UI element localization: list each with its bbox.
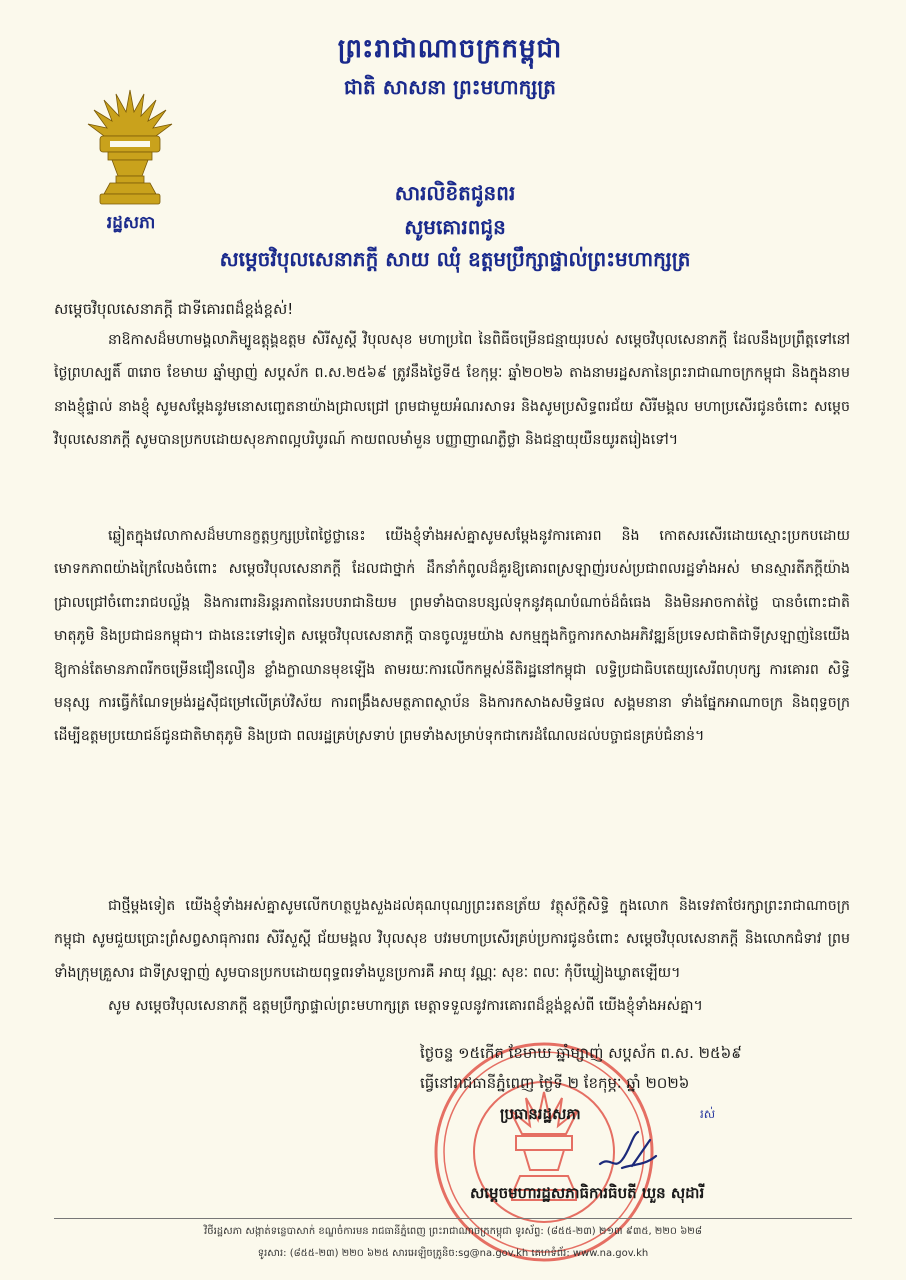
- footer-contact: ទូរសារ: (៨៥៥-២៣) ២២០ ៦២៥ សារអេឡិចត្រូនិច:sg@na.gov.kh គេហទំព័រ: www.na.gov.kh: [257, 1248, 649, 1259]
- handwritten-signature-icon: [592, 1126, 662, 1176]
- letter-addressee: សម្ដេចវិបុលសេនាភក្ដី សាយ ឈុំ ឧត្តមប្រឹក្សាផ្ទាល់ព្រះមហាក្សត្រ: [219, 247, 691, 271]
- signer-name: សម្ដេចមហារដ្ឋសភាធិការធិបតី ឃួន សុដារី: [470, 1184, 705, 1202]
- footer-divider: [54, 1218, 852, 1219]
- signer-initials: រស់: [700, 1107, 716, 1121]
- paragraph-3: ជាថ្មីម្ដងទៀត យើងខ្ញុំទាំងអស់គ្នាសូមលើកហត្ថបួងសួងដល់គុណបុណ្យព្រះរតនត្រ័យ វត្ថុស័ក្តិសិទ្ធិ ក្នុងលោក និងទេវតាថែរក្សាព្រះរាជាណាចក្រកម្ពុជា សូមជួយប្រោះព្រំសព្វសាធុការពរ សិរីសួស្ដី ជ័យមង្គល វិបុលសុខ បវរមហាប្រសើរគ្រប់ប្រការជូនចំពោះ សម្ដេចវិបុលសេនាភក្ដី និងលោកជំទាវ ព្រមទាំងក្រុមគ្រួសារ ជាទីស្រឡាញ់ សូមបានប្រកបដោយពុទ្ធពរទាំងបួនប្រការគឺ អាយុ វណ្ណៈ សុខៈ ពលៈ កុំបីឃ្លៀងឃ្លាតឡើយ។: [54, 898, 850, 981]
- salutation: សម្ដេចវិបុលសេនាភក្ដី ជាទីគោរពដ៏ខ្ពង់ខ្ពស់!: [54, 300, 294, 318]
- paragraph-2: ឆ្លៀតក្នុងវេលាកាសដ៏មហានក្ខត្តឫក្សប្រពៃថ្ងៃថ្លានេះ យើងខ្ញុំទាំងអស់គ្នាសូមសម្ដែងនូវការគោរព និង កោតសរសើរដោយស្មោះប្រកបដោយមោទកភាពយ៉ាងក្រៃលែងចំពោះ សម្ដេចវិបុលសេនាភក្ដី ដែលជាថ្នាក់ ដឹកនាំកំពូលដ៏គួរឱ្យគោរពស្រឡាញ់របស់ប្រជាពលរដ្ឋទាំងអស់ មានស្មារតីភក្ដីយ៉ាងជ្រាលជ្រៅចំពោះរាជបល្ល័ង្ក និងការពារនិរន្តរភាពនៃរបបរាជានិយម ព្រមទាំងបានបន្សល់ទុកនូវគុណបំណាច់ដ៏ធំធេង និងមិនអាចកាត់ថ្លៃ បានចំពោះជាតិ មាតុភូមិ និងប្រជាជនកម្ពុជា។ ជាងនេះទៅទៀត សម្ដេចវិបុលសេនាភក្ដី បានចូលរួមយ៉ាង សកម្មក្នុងកិច្ចការកសាងអភិវឌ្ឍន៍ប្រទេសជាតិជាទីស្រឡាញ់នៃយើង ឱ្យកាន់តែមានភាពរីកចម្រើនជឿនលឿន ខ្លាំងក្លាឈានមុខឡើង តាមរយៈការលើកកម្ពស់នីតិរដ្ឋនៅកម្ពុជា លទ្ធិប្រជាធិបតេយ្យសេរីពហុបក្ស ការគោរព សិទ្ធិមនុស្ស ការធ្វើកំណែទម្រង់រដ្ឋស៊ីជម្រៅលើគ្រប់វិស័យ ការពង្រឹងសមត្ថភាពស្ថាប័ន និងការកសាងសមិទ្ធផល សង្គមនានា ទាំងផ្នែកអាណាចក្រ និងពុទ្ធចក្រ ដើម្បីឧត្ដមប្រយោជន៍ជូនជាតិមាតុភូមិ និងប្រជា ពលរដ្ឋគ្រប់ស្រទាប់ ព្រមទាំងសម្រាប់ទុកជាកេរដំណែលដល់បច្ចាជនគ្រប់ជំនាន់។: [54, 528, 850, 745]
- lunar-date: ថ្ងៃចន្ទ ១៥កើត ខែមាឃ ឆ្នាំម្សាញ់ សប្តស័ក ព.ស. ២៥៦៩: [420, 1044, 742, 1062]
- national-motto: ជាតិ សាសនា ព្រះមហាក្សត្រ: [344, 75, 556, 99]
- letter-addressee-intro: សូមគោរពជូន: [404, 215, 506, 239]
- paragraph-4: សូម សម្ដេចវិបុលសេនាភក្ដី ឧត្តមប្រឹក្សាផ្ទាល់ព្រះមហាក្សត្រ មេត្តាទទួលនូវការគោរពដ៏ខ្ពង់ខ្ពស់ពី យើងខ្ញុំទាំងអស់គ្នា។: [108, 998, 703, 1014]
- paragraph-1: នាឱកាសដ៏មហាមង្គលាភិម្បូឧត្តុង្គឧត្ដម សិរីសួស្ដី វិបុលសុខ មហាប្រពៃ នៃពិធីចម្រើនជន្មាយុរបស់ សម្ដេចវិបុលសេនាភក្ដី ដែលនឹងប្រព្រឹត្តទៅនៅថ្ងៃព្រហស្បតិ៍ ៣រោច ខែមាឃ ឆ្នាំម្សាញ់ សប្តស័ក ព.ស.២៥៦៩ ត្រូវនឹងថ្ងៃទី៥ ខែកុម្ភៈ ឆ្នាំ២០២៦ តាងនាមរដ្ឋសភានៃព្រះរាជាណាចក្រកម្ពុជា និងក្នុងនាមនាងខ្ញុំផ្ទាល់ នាងខ្ញុំ សូមសម្ដែងនូវមនោសញ្ចេតនាយ៉ាងជ្រាលជ្រៅ ព្រមជាមួយអំណរសាទរ និងសូមប្រសិទ្ធពរជ័យ សិរីមង្គល មហាប្រសើរជូនចំពោះ សម្ដេចវិបុលសេនាភក្ដី សូមបានប្រកបដោយសុខភាពល្អបរិបូរណ៍ កាយពលមាំមួន បញ្ញាញាណភ្លឺថ្លា និងជន្មាយុយឺនយូរតរៀងទៅ។: [54, 332, 850, 449]
- footer-address: វិថីរដ្ឋសភា សង្កាត់ទន្លេបាសាក់ ខណ្ឌចំការមន រាជធានីភ្នំពេញ ព្រះរាជាណាចក្រកម្ពុជា ទូរស័ព្ទ: (៨៥៥-២៣) ២១៣ ៩៣៥, ២២០ ៦២៨: [204, 1226, 702, 1237]
- letter-title: សារលិខិតជូនពរ: [394, 181, 516, 205]
- national-assembly-emblem-icon: [86, 88, 174, 206]
- place-and-date: ធ្វើនៅរាជធានីភ្នំពេញ ថ្ងៃទី ២ ខែកុម្ភៈ ឆ្នាំ ២០២៦: [420, 1074, 690, 1092]
- signer-title: ប្រធានរដ្ឋសភា: [500, 1105, 581, 1123]
- emblem-caption: រដ្ឋសភា: [106, 213, 156, 233]
- kingdom-heading: ព្រះរាជាណាចក្រកម្ពុជា: [337, 34, 563, 64]
